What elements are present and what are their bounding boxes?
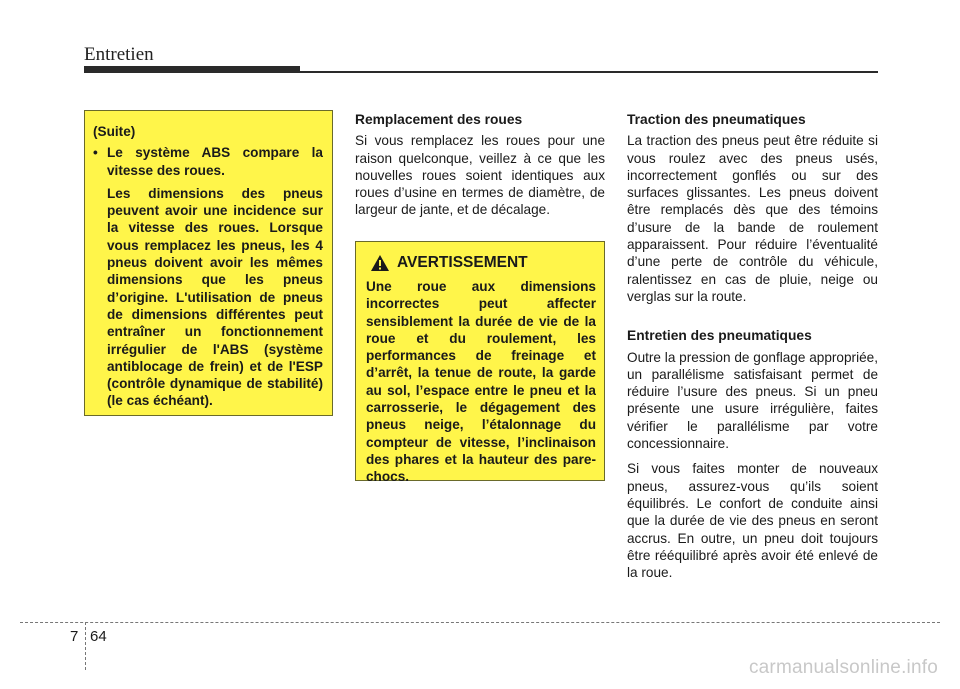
- footer-divider: [85, 622, 86, 670]
- header-rule-thick: [84, 66, 300, 73]
- page-number: 64: [90, 628, 107, 645]
- header-rule-thin: [300, 71, 878, 73]
- warning-box: [355, 241, 605, 485]
- wheel-replacement-paragraph: Si vous remplacez les roues pour une raison quelconque, veillez à ce que les nouvelles roues soient identiques aux roues d’usine en termes de diamètre, de largeur de jante, et de décalage.: [355, 133, 605, 218]
- wheel-replacement-section: [355, 111, 605, 227]
- abs-bullet-item: [93, 144, 323, 415]
- traction-paragraph: La traction des pneus peut être réduite si vous roulez avec des pneus usés, incorrectement gonflés ou sur des surfaces glissantes. Les pneus doivent être remplacés dès que des témoins d’usure de la bande de roulement apparaissent. Pour réduire l’éventualité d’une perte de contrôle du véhicule, ralentissez en cas de pluie, neige ou verglas sur la route.: [627, 133, 878, 304]
- maintenance-paragraph-1: Outre la pression de gonflage appropriée, un parallélisme satisfaisant permet de réduire l’usure des pneus. Si un pneu présente une usure irrégulière, faites vérifier le parallélisme par votre concessionnaire.: [627, 349, 878, 452]
- suite-note-box: [84, 110, 333, 416]
- warning-header: [366, 254, 596, 272]
- traction-heading: Traction des pneumatiques: [627, 112, 806, 127]
- watermark: carmanualsonline.info: [748, 657, 938, 678]
- warning-title: AVERTISSEMENT: [397, 254, 528, 272]
- tire-care-column: [627, 111, 878, 589]
- bullet-text: Le système ABS compare la vitesse des roues.: [107, 145, 323, 178]
- warning-triangle-icon: [370, 254, 390, 272]
- tire-size-paragraph: Les dimensions des pneus peuvent avoir une incidence sur la vitesse des roues. Lorsque vous remplacez les pneus, les 4 pneus doivent avoir les mêmes dimensions que les pneus d’origine. L'utilisation de pneus de dimensions différentes peut entraîner un fonctionnement irrégulier de l'ABS (système antiblocage de frein) et de l'ESP (contrôle dynamique de stabilité) (le cas échéant).: [107, 185, 323, 409]
- wheel-replacement-heading: Remplacement des roues: [355, 112, 523, 127]
- page-header-title: Entretien: [84, 44, 154, 65]
- maintenance-paragraph-2: Si vous faites monter de nouveaux pneus, assurez-vous qu’ils soient équilibrés. Le confort de conduite ainsi que la durée de vie des pneus en seront accrus. En outre, un pneu doit toujours être rééquilibré après avoir été enlevé de la roue.: [627, 461, 878, 581]
- bullet-content: [107, 144, 323, 415]
- maintenance-heading: Entretien des pneumatiques: [627, 328, 812, 344]
- chapter-number: 7: [70, 628, 79, 645]
- section-spacer: [627, 313, 878, 327]
- suite-label: (Suite): [93, 124, 136, 139]
- footer-rule: [20, 622, 940, 623]
- bullet-dot: •: [93, 145, 98, 161]
- warning-text: Une roue aux dimensions incorrectes peut affecter sensiblement la durée de vie de la roue et du roulement, les performances de freinage et d’arrêt, la tenue de route, la garde au sol, l’espace entre le pneu et la carrosserie, le dégagement des pneus neige, l’étalonnage du compteur de vitesse, l’inclinaison des phares et la hauteur des pare-chocs.: [366, 279, 596, 485]
